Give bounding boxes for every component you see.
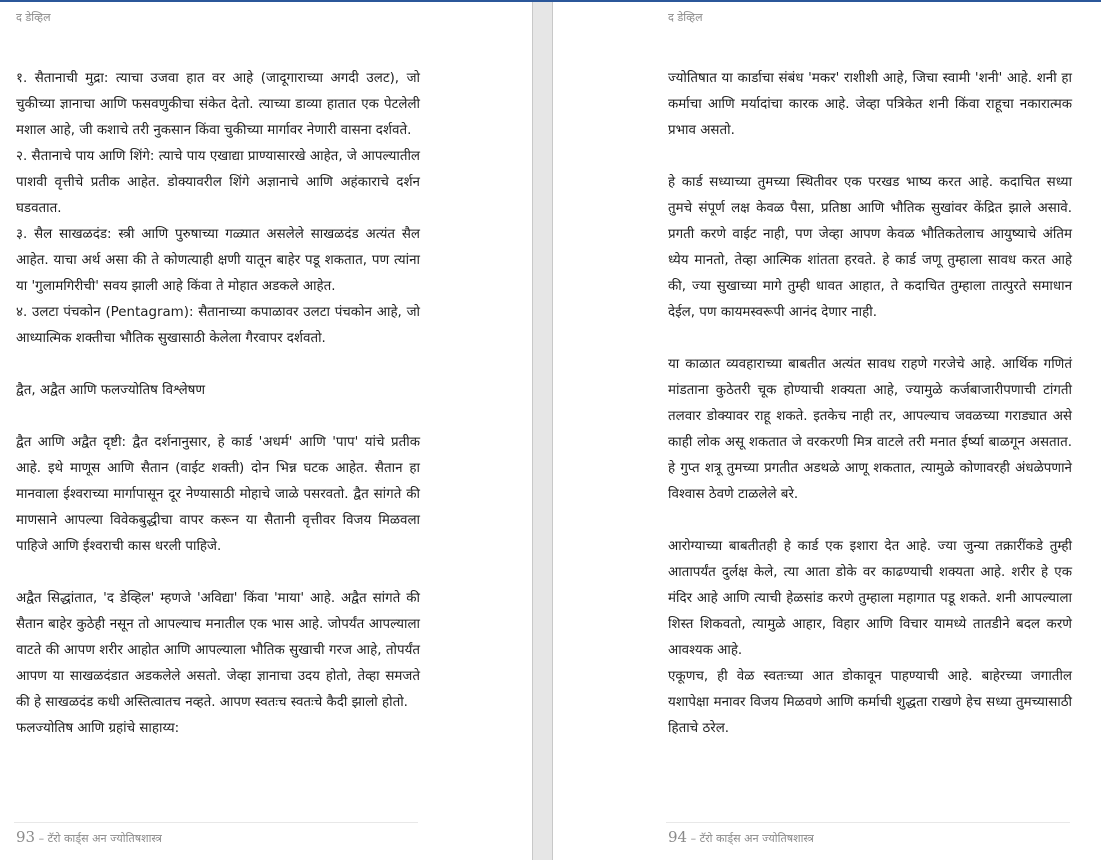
page-footer xyxy=(668,828,814,846)
spacer xyxy=(16,404,420,430)
page-body xyxy=(668,66,1072,742)
spacer xyxy=(16,352,420,378)
page-footer xyxy=(16,828,162,846)
footer-book-title: टॅरो कार्ड्स अन ज्योतिषशास्त्र xyxy=(699,832,814,845)
page-number: 93 xyxy=(16,828,36,846)
spacer xyxy=(668,144,1072,170)
footer-separator: – xyxy=(687,832,700,845)
paragraph-capricorn-saturn: ज्योतिषात या कार्डाचा संबंध 'मकर' राशीशी आहे, जिचा स्वामी 'शनी' आहे. शनी हा कर्माचा आणि मर्यादांचा कारक आहे. जेव्हा पत्रिकेत शनी किंवा राहूचा नकारात्मक प्रभाव असतो. xyxy=(668,71,1072,138)
paragraph-health: आरोग्याच्या बाबतीतही हे कार्ड एक इशारा देत आहे. ज्या जुन्या तक्रारींकडे तुम्ही आतापर्यंत दुर्लक्ष केले, त्या आता डोके वर काढण्याची शक्यता आहे. शरीर हे एक मंदिर आहे आणि त्याची हेळसांड करणे तुम्हाला महागात पडू शकते. शनी आपल्याला शिस्त शिकवतो, त्यामुळे आहार, विहार आणि विचार यामध्ये तातडीने बदल करणे आवश्यक आहे. xyxy=(668,539,1072,658)
subheading-astrology: फलज्योतिष आणि ग्रहांचे साहाय्य: xyxy=(16,721,180,736)
paragraph-devil-gesture: १. सैतानाची मुद्रा: त्याचा उजवा हात वर आहे (जादूगाराच्या अगदी उलट), जो चुकीच्या ज्ञानाचा आणि फसवणुकीचा संकेत देतो. त्याच्या डाव्या हातात एक पेटलेली मशाल आहे, जी कशाचे तरी नुकसान किंवा चुकीच्या मार्गावर नेणारी वासना दर्शवते. xyxy=(16,71,420,138)
paragraph-finances: या काळात व्यवहाराच्या बाबतीत अत्यंत सावध राहणे गरजेचे आहे. आर्थिक गणितं मांडताना कुठेतरी चूक होण्याची शक्यता आहे, ज्यामुळे कर्जबाजारीपणाची टांगती तलवार डोक्यावर राहू शकते. इतकेच नाही तर, आपल्याच जवळच्या गराड्यात असे काही लोक असू शकतात जे वरकरणी मित्र वाटले तरी मनात ईर्ष्या बाळगून असतात. हे गुप्त शत्रू तुमच्या प्रगतीत अडथळे आणू शकतात, त्यामुळे कोणावरही अंधळेपणाने विश्वास ठेवणे टाळलेले बरे. xyxy=(668,357,1072,502)
page-number: 94 xyxy=(668,828,688,846)
spacer xyxy=(16,560,420,586)
spacer xyxy=(668,508,1072,534)
footer-separator: – xyxy=(35,832,48,845)
footer-book-title: टॅरो कार्ड्स अन ज्योतिषशास्त्र xyxy=(47,832,162,845)
page-93 xyxy=(0,2,532,860)
paragraph-dvaita: द्वैत आणि अद्वैत दृष्टी: द्वैत दर्शनानुसार, हे कार्ड 'अधर्म' आणि 'पाप' यांचे प्रतीक आहे. इथे माणूस आणि सैतान (वाईट शक्ती) दोन भिन्न घटक आहेत. सैतान हा मानवाला ईश्वराच्या मार्गापासून दूर नेण्यासाठी मोहाचे जाळे पसरवतो. द्वैत सांगते की माणसाने आपल्या विवेकबुद्धीचा वापर करून या सैतानी वृत्तीवर विजय मिळवला पाहिजे आणि ईश्वराची कास धरली पाहिजे. xyxy=(16,435,420,554)
spacer xyxy=(668,326,1072,352)
paragraph-advaita: अद्वैत सिद्धांतात, 'द डेव्हिल' म्हणजे 'अविद्या' किंवा 'माया' आहे. अद्वैत सांगते की सैतान बाहेर कुठेही नसून तो आपल्याच मनातील एक भास आहे. जोपर्यंत आपल्याला वाटते की आपण शरीर आहोत आणि आपल्याला भौतिक सुखाची गरज आहे, तोपर्यंत आपण या साखळदंडात अडकलेले असतो. जेव्हा ज्ञानाचा उदय होतो, तेव्हा समजते की हे साखळदंड कधी अस्तित्वातच नव्हते. आपण स्वतःच स्वतःचे कैदी झालो होतो. xyxy=(16,591,420,710)
footer-divider xyxy=(666,822,1070,823)
paragraph-conclusion: एकूणच, ही वेळ स्वतःच्या आत डोकावून पाहण्याची आहे. बाहेरच्या जगातील यशापेक्षा मनावर विजय मिळवणे आणि कर्माची शुद्धता राखणे हेच सध्या तुमच्यासाठी हिताचे ठरेल. xyxy=(668,669,1072,736)
page-94 xyxy=(553,2,1101,860)
section-heading: द्वैत, अद्वैत आणि फलज्योतिष विश्लेषण xyxy=(16,383,206,398)
footer-divider xyxy=(14,822,418,823)
running-head: द डेव्हिल xyxy=(16,11,51,24)
paragraph-current-situation: हे कार्ड सध्याच्या तुमच्या स्थितीवर एक परखड भाष्य करत आहे. कदाचित सध्या तुमचे संपूर्ण लक्ष केवळ पैसा, प्रतिष्ठा आणि भौतिक सुखांवर केंद्रित झाले असावे. प्रगती करणे वाईट नाही, पण जेव्हा आपण केवळ भौतिकतेलाच आयुष्याचे अंतिम ध्येय मानतो, तेव्हा आत्मिक शांतता हरवते. हे कार्ड जणू तुम्हाला सावध करत आहे की, ज्या सुखाच्या मागे तुम्ही धावत आहात, ते कदाचित तुम्हाला तात्पुरते समाधान देईल, पण कायमस्वरूपी आनंद देणार नाही. xyxy=(668,175,1072,320)
running-head: द डेव्हिल xyxy=(668,11,703,24)
paragraph-loose-chains: ३. सैल साखळदंड: स्त्री आणि पुरुषाच्या गळ्यात असलेले साखळदंड अत्यंत सैल आहेत. याचा अर्थ असा की ते कोणत्याही क्षणी यातून बाहेर पडू शकतात, पण त्यांना या 'गुलामगिरीची' सवय झाली आहे किंवा ते मोहात अडकले आहेत. xyxy=(16,227,420,294)
paragraph-devil-feet-horns: २. सैतानाचे पाय आणि शिंगे: त्याचे पाय एखाद्या प्राण्यासारखे आहेत, जे आपल्यातील पाशवी वृत्तीचे प्रतीक आहेत. डोक्यावरील शिंगे अज्ञानाचे आणि अहंकाराचे दर्शन घडवतात. xyxy=(16,149,420,216)
page-body xyxy=(16,66,420,742)
paragraph-inverted-pentagram: ४. उलटा पंचकोन (Pentagram): सैतानाच्या कपाळावर उलटा पंचकोन आहे, जो आध्यात्मिक शक्तीचा भौतिक सुखासाठी केलेला गैरवापर दर्शवतो. xyxy=(16,305,420,346)
page-gutter xyxy=(532,2,553,860)
